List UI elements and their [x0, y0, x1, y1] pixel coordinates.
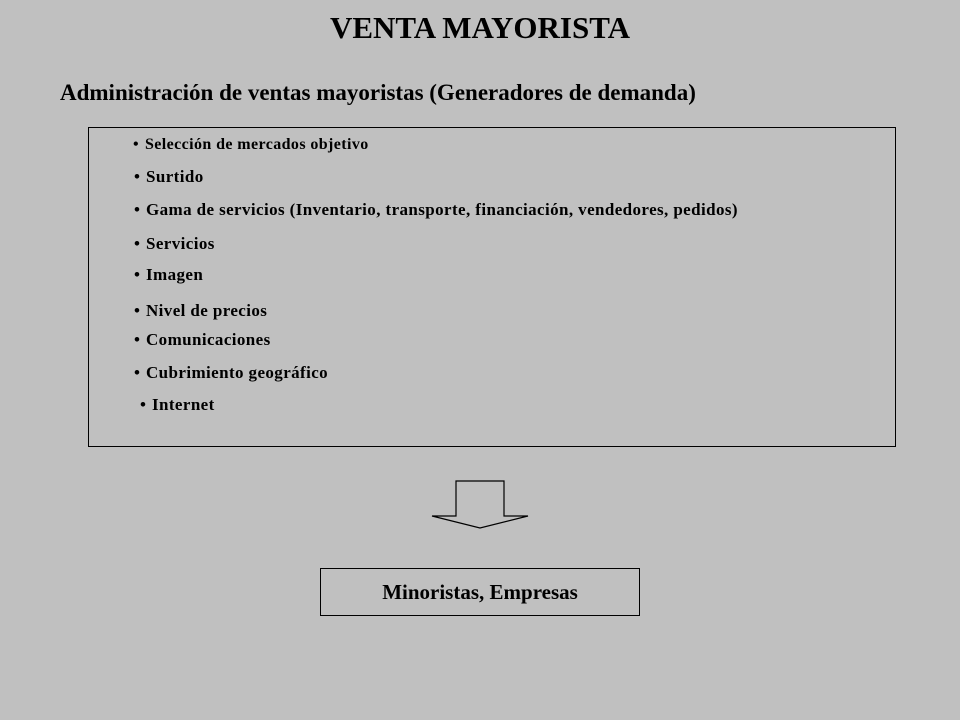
list-item-label: Cubrimiento geográfico — [146, 363, 329, 382]
list-item — [134, 200, 738, 220]
bullet-icon: • — [140, 395, 147, 414]
list-item — [134, 363, 328, 383]
activities-box — [88, 127, 896, 447]
bullet-icon: • — [134, 265, 141, 284]
bullet-icon: • — [134, 200, 141, 219]
list-item-label: Internet — [152, 395, 215, 414]
list-item — [134, 301, 267, 321]
bullet-icon: • — [134, 301, 141, 320]
list-item-label: Surtido — [146, 167, 204, 186]
list-item-label: Servicios — [146, 234, 215, 253]
list-item-label: Nivel de precios — [146, 301, 268, 320]
list-item — [133, 136, 369, 154]
list-item — [140, 395, 215, 415]
list-item-label: Comunicaciones — [146, 330, 271, 349]
list-item-label: Selección de mercados objetivo — [145, 136, 369, 153]
list-item — [134, 167, 204, 187]
bullet-icon: • — [134, 167, 141, 186]
target-box: Minoristas, Empresas — [320, 568, 640, 616]
bullet-icon: • — [134, 234, 141, 253]
slide-subtitle: Administración de ventas mayoristas (Generadores de demanda) — [60, 80, 696, 105]
list-item — [134, 234, 215, 254]
bullet-icon: • — [134, 330, 141, 349]
list-item — [134, 330, 271, 350]
bullet-icon: • — [134, 363, 141, 382]
down-arrow-icon — [431, 480, 531, 530]
slide-title: VENTA MAYORISTA — [329, 10, 630, 45]
list-item-label: Gama de servicios (Inventario, transporte, financiación, vendedores, pedidos) — [146, 200, 738, 219]
list-item — [134, 265, 203, 285]
bullet-icon: • — [133, 136, 140, 153]
list-item-label: Imagen — [146, 265, 204, 284]
